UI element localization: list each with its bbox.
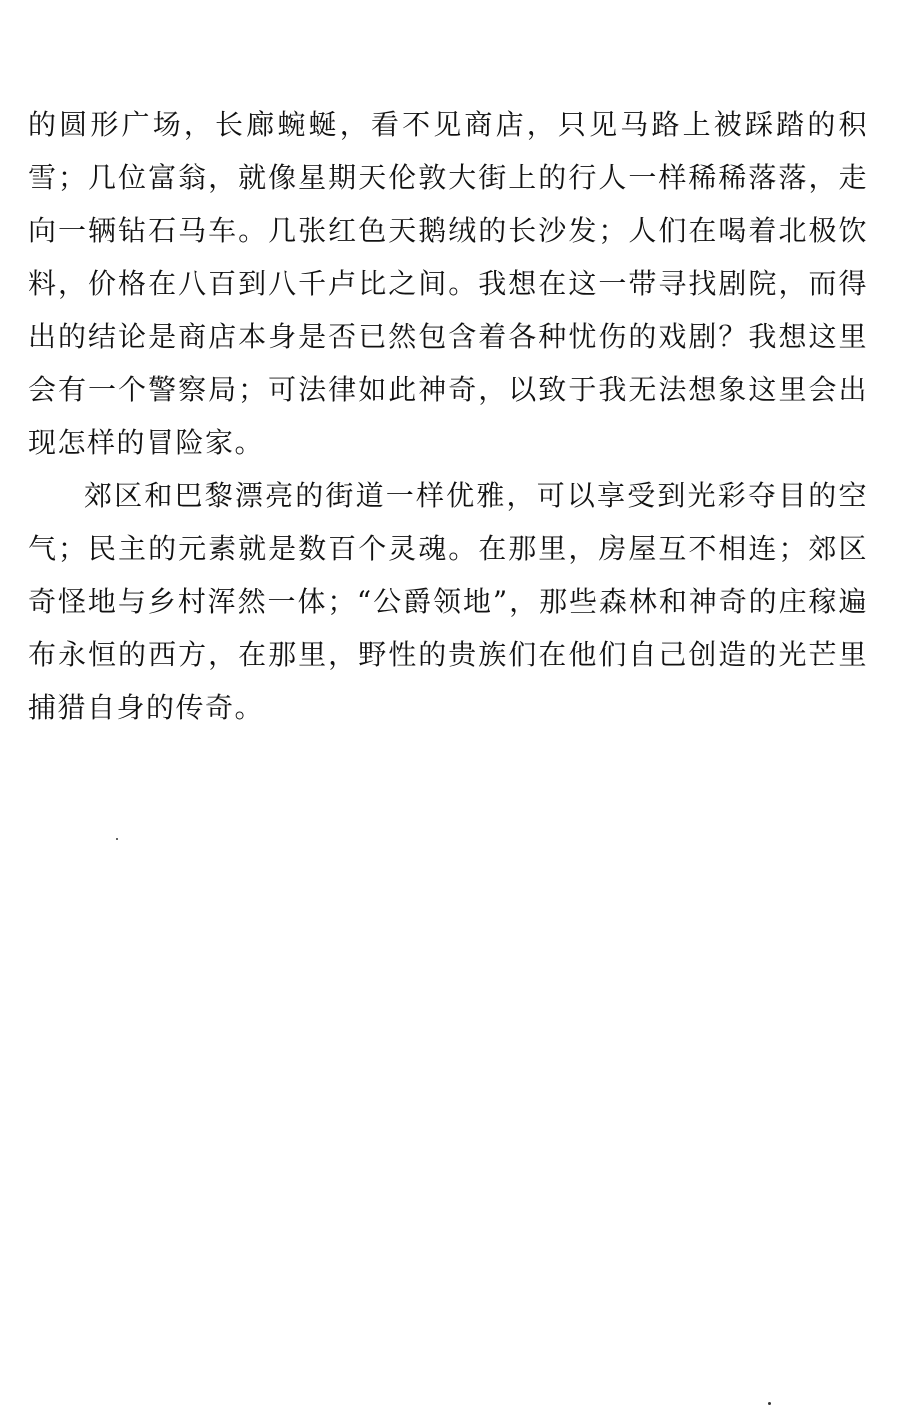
paragraph-continued: 的圆形广场，长廊蜿蜒，看不见商店，只见马路上被踩踏的积雪；几位富翁，就像星期天伦敦大街上的行人一样稀稀落落，走向一辆钻石马车。几张红色天鹅绒的长沙发；人们在喝着北极饮料，价格在八百到八千卢比之间。我想在这一带寻找剧院，而得出的结论是商店本身是否已然包含着各种忧伤的戏剧？我想这里会有一个警察局；可法律如此神奇，以致于我无法想象这里会出现怎样的冒险家。 [28, 108, 868, 459]
paragraph-suburbs: 郊区和巴黎漂亮的街道一样优雅，可以享受到光彩夺目的空气；民主的元素就是数百个灵魂。在那里，房屋互不相连；郊区奇怪地与乡村浑然一体；“公爵领地”，那些森林和神奇的庄稼遍布永恒的西方，在那里，野性的贵族们在他们自己创造的光芒里捕猎自身的传奇。 [28, 479, 868, 724]
body-text [28, 98, 868, 734]
scan-speck [768, 1402, 771, 1405]
scan-speck [116, 838, 118, 840]
